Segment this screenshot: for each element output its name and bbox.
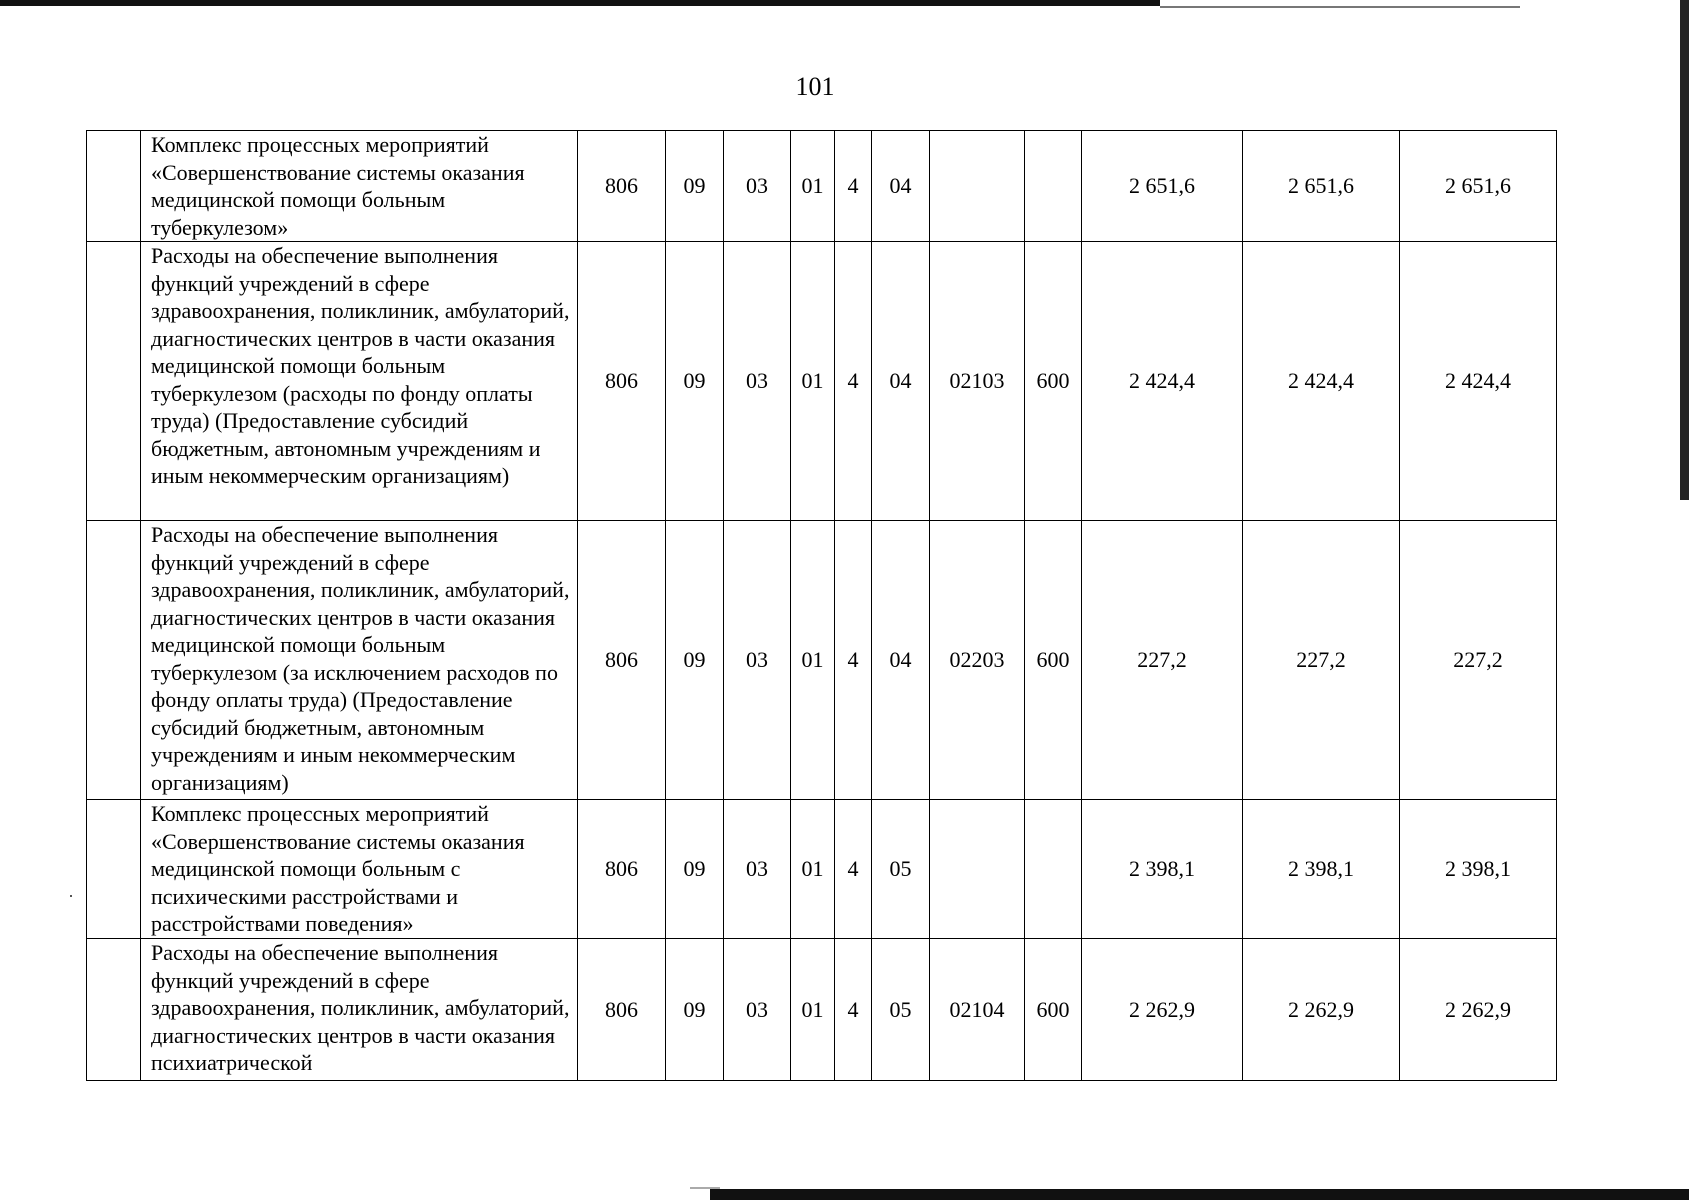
structure-type-code: 4 [835, 242, 872, 521]
direction-code [930, 131, 1025, 242]
ministry-code: 806 [578, 131, 666, 242]
section-code: 09 [666, 800, 724, 939]
scan-edge-right [1680, 0, 1689, 500]
expense-name: Расходы на обеспечение выполнения функций учреждений в сфере здравоохранения, поликлиник, амбулаторий, диагностических центров в части оказания психиатрической [141, 939, 578, 1081]
ministry-code: 806 [578, 800, 666, 939]
direction-code: 02104 [930, 939, 1025, 1081]
complex-code: 04 [872, 242, 930, 521]
program-code: 01 [791, 242, 835, 521]
expense-type-code: 600 [1025, 939, 1082, 1081]
scan-speck [70, 895, 72, 897]
row-number-cell [87, 800, 141, 939]
row-number-cell [87, 521, 141, 800]
program-code: 01 [791, 131, 835, 242]
amount-year-3: 2 262,9 [1400, 939, 1557, 1081]
amount-year-3: 227,2 [1400, 521, 1557, 800]
scan-edge-top [0, 0, 1160, 6]
amount-year-2: 2 262,9 [1243, 939, 1400, 1081]
section-code: 09 [666, 242, 724, 521]
section-code: 09 [666, 521, 724, 800]
section-code: 09 [666, 131, 724, 242]
table-row [87, 800, 1557, 939]
amount-year-1: 2 262,9 [1082, 939, 1243, 1081]
subsection-code: 03 [724, 800, 791, 939]
ministry-code: 806 [578, 521, 666, 800]
amount-year-1: 227,2 [1082, 521, 1243, 800]
ministry-code: 806 [578, 939, 666, 1081]
structure-type-code: 4 [835, 521, 872, 800]
amount-year-2: 2 398,1 [1243, 800, 1400, 939]
subsection-code: 03 [724, 521, 791, 800]
page-number: 101 [795, 72, 835, 101]
amount-year-2: 227,2 [1243, 521, 1400, 800]
amount-year-3: 2 398,1 [1400, 800, 1557, 939]
amount-year-1: 2 398,1 [1082, 800, 1243, 939]
direction-code: 02203 [930, 521, 1025, 800]
row-number-cell [87, 939, 141, 1081]
table-body [87, 131, 1557, 1081]
direction-code: 02103 [930, 242, 1025, 521]
subsection-code: 03 [724, 939, 791, 1081]
structure-type-code: 4 [835, 131, 872, 242]
section-code: 09 [666, 939, 724, 1081]
amount-year-1: 2 651,6 [1082, 131, 1243, 242]
expense-name: Расходы на обеспечение выполнения функций учреждений в сфере здравоохранения, поликлиник, амбулаторий, диагностических центров в части оказания медицинской помощи больным туберкулезом (за исключением расходов по фонду оплаты труда) (Предоставление субсидий бюджетным, автономным учреждениям и иным некоммерческим организациям) [141, 521, 578, 800]
expense-name: Комплекс процессных мероприятий «Совершенствование системы оказания медицинской помощи больным с психическими расстройствами и расстройствами поведения» [141, 800, 578, 939]
program-code: 01 [791, 521, 835, 800]
amount-year-3: 2 651,6 [1400, 131, 1557, 242]
expense-type-code [1025, 131, 1082, 242]
scan-edge-bottom [710, 1189, 1689, 1200]
budget-table [86, 130, 1557, 1081]
subsection-code: 03 [724, 242, 791, 521]
amount-year-2: 2 651,6 [1243, 131, 1400, 242]
amount-year-3: 2 424,4 [1400, 242, 1557, 521]
program-code: 01 [791, 939, 835, 1081]
structure-type-code: 4 [835, 800, 872, 939]
complex-code: 04 [872, 521, 930, 800]
expense-type-code [1025, 800, 1082, 939]
expense-name: Комплекс процессных мероприятий «Совершенствование системы оказания медицинской помощи больным туберкулезом» [141, 131, 578, 242]
table-row [87, 939, 1557, 1081]
row-number-cell [87, 242, 141, 521]
amount-year-2: 2 424,4 [1243, 242, 1400, 521]
row-number-cell [87, 131, 141, 242]
expense-name: Расходы на обеспечение выполнения функций учреждений в сфере здравоохранения, поликлиник, амбулаторий, диагностических центров в части оказания медицинской помощи больным туберкулезом (расходы по фонду оплаты труда) (Предоставление субсидий бюджетным, автономным учреждениям и иным некоммерческим организациям) [141, 242, 578, 521]
table-row [87, 521, 1557, 800]
structure-type-code: 4 [835, 939, 872, 1081]
complex-code: 05 [872, 939, 930, 1081]
table-row [87, 131, 1557, 242]
amount-year-1: 2 424,4 [1082, 242, 1243, 521]
scan-edge-top-tail [1160, 6, 1520, 8]
expense-type-code: 600 [1025, 521, 1082, 800]
table-row [87, 242, 1557, 521]
subsection-code: 03 [724, 131, 791, 242]
complex-code: 05 [872, 800, 930, 939]
complex-code: 04 [872, 131, 930, 242]
direction-code [930, 800, 1025, 939]
expense-type-code: 600 [1025, 242, 1082, 521]
ministry-code: 806 [578, 242, 666, 521]
program-code: 01 [791, 800, 835, 939]
